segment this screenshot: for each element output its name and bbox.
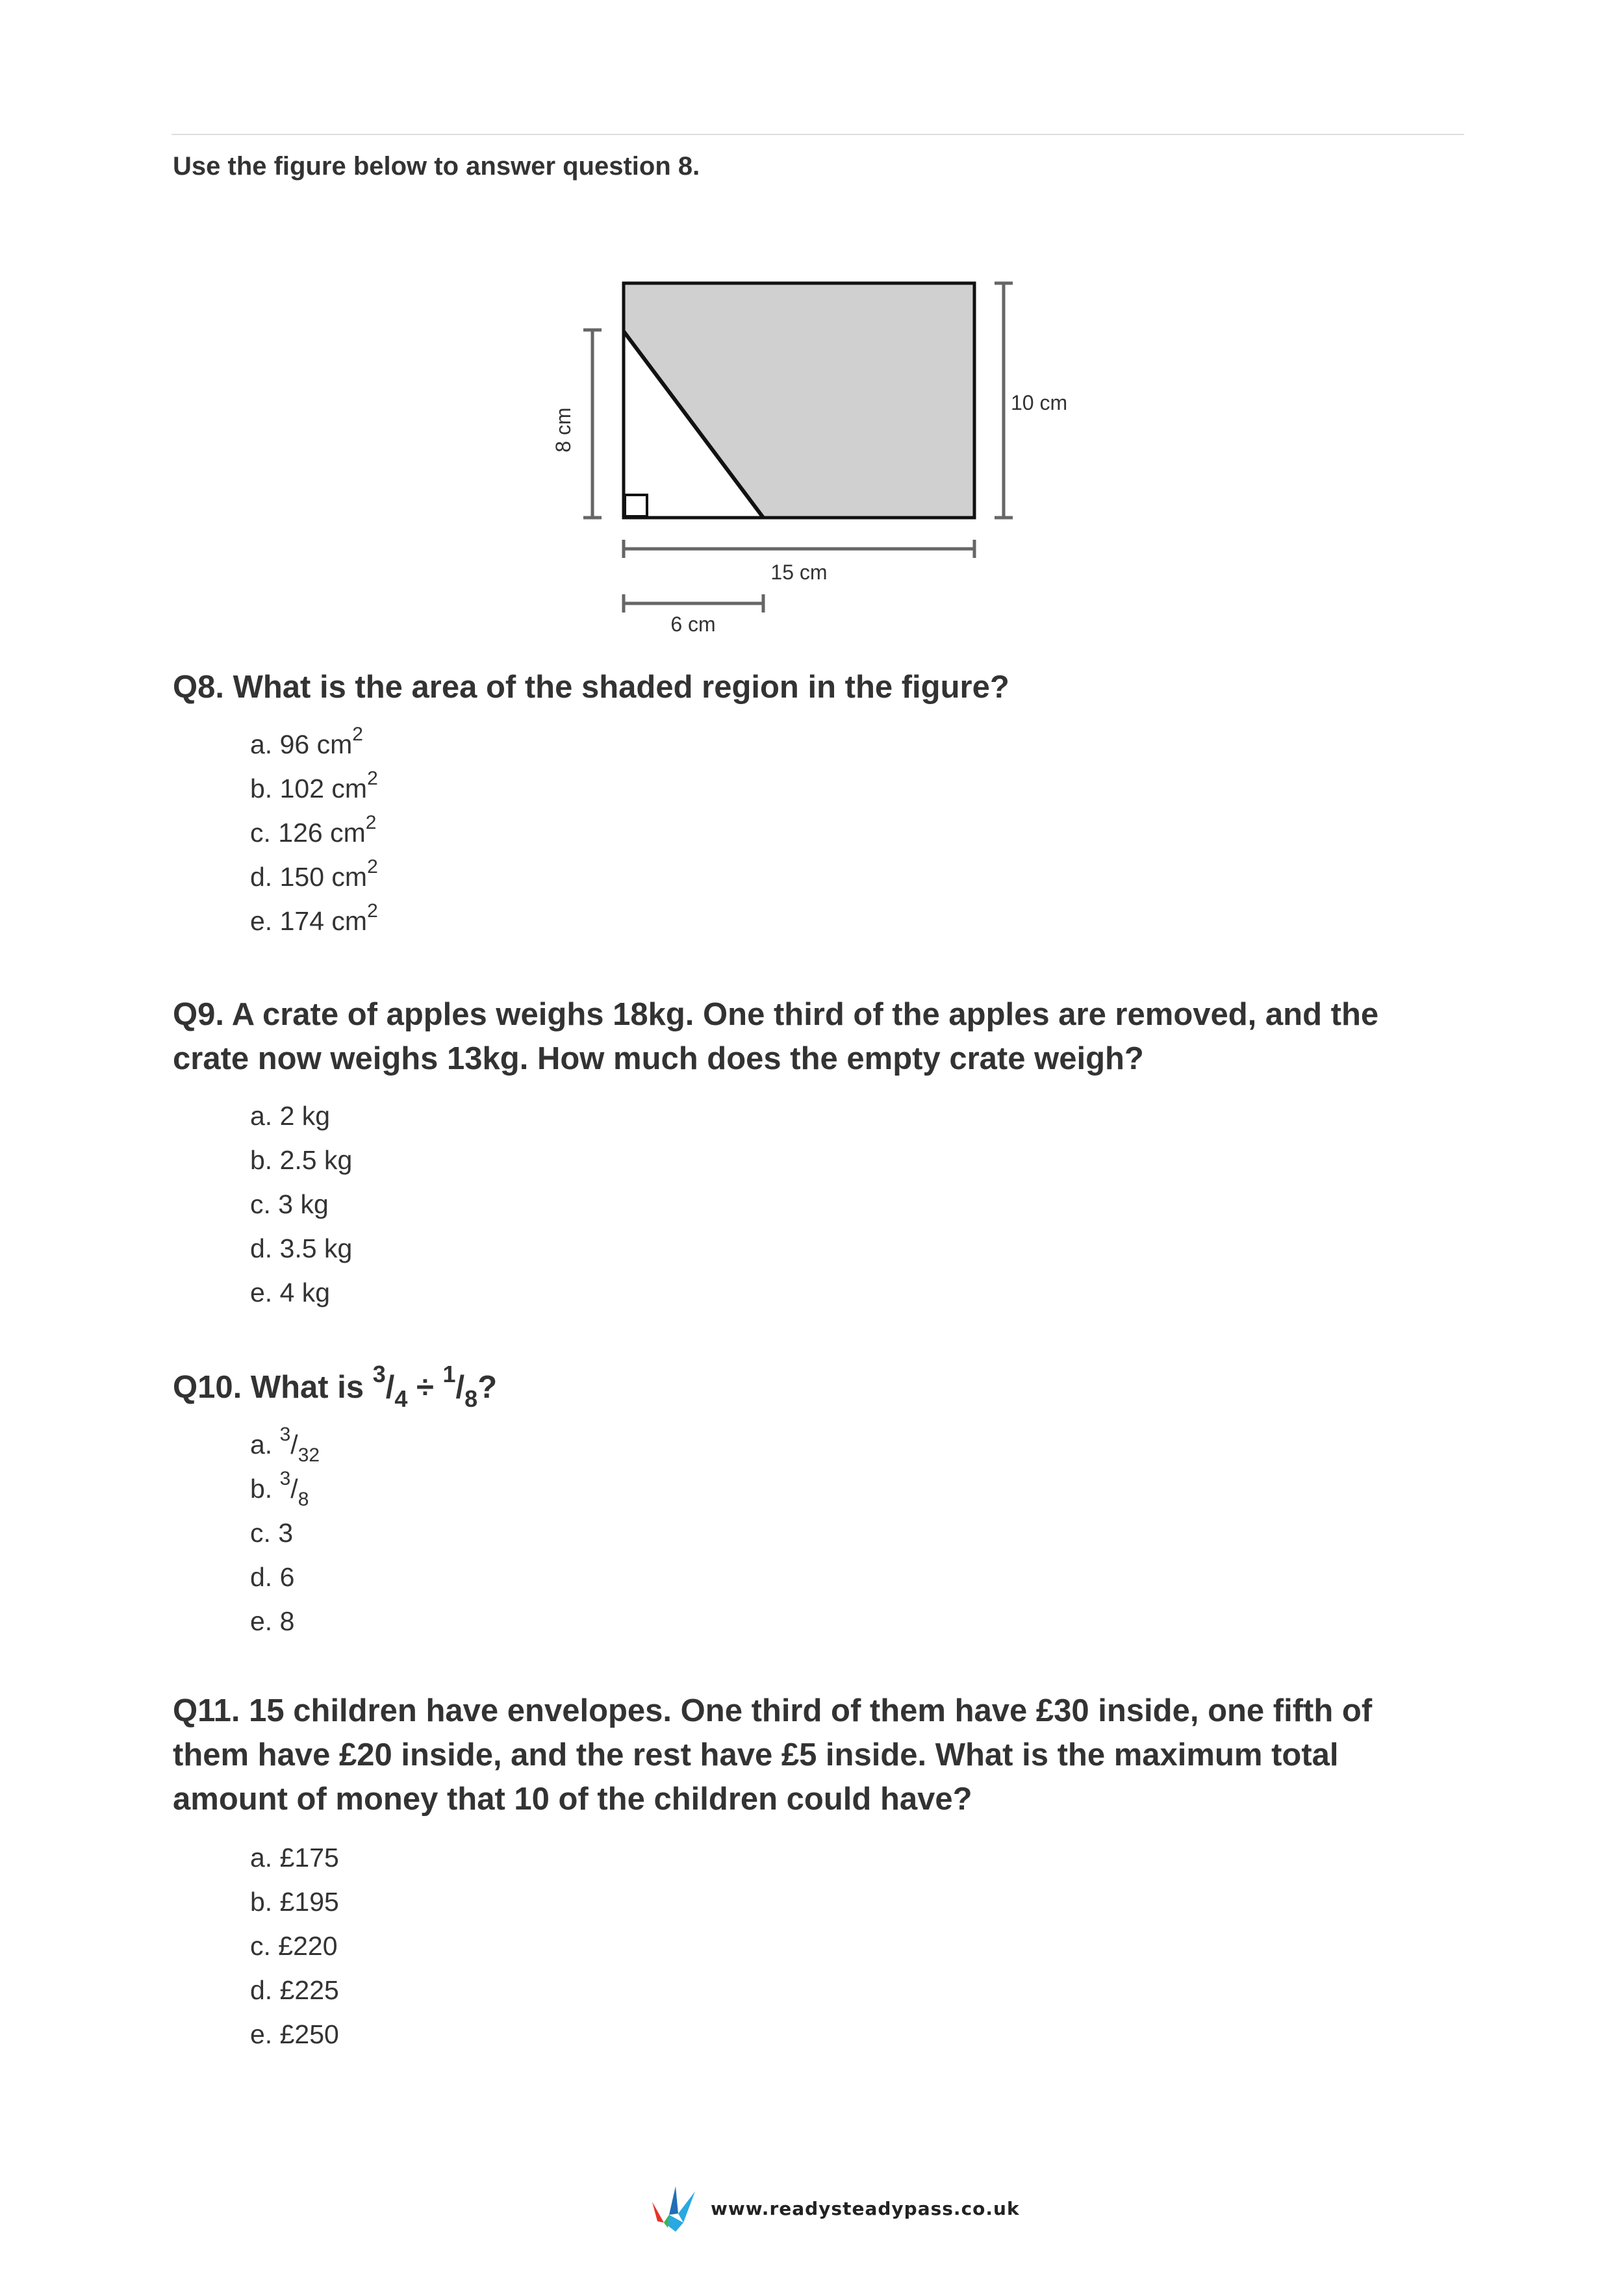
- q8-option-d[interactable]: d. 150 $cm^2$: [250, 856, 378, 892]
- top-divider: [171, 134, 1464, 135]
- label-10cm: 10 cm: [1011, 391, 1068, 414]
- label-15cm: 15 cm: [770, 561, 828, 584]
- q10-option-d[interactable]: d. 6: [250, 1562, 295, 1592]
- q9-option-c[interactable]: c. 3 kg: [250, 1189, 329, 1219]
- q9-option-b[interactable]: b. 2.5 kg: [250, 1145, 353, 1175]
- q9-title-line-1: Q9. A crate of apples weighs 18kg. One third of the apples are removed, and the: [173, 997, 1379, 1032]
- q11-title-line-3: amount of money that 10 of the children could have?: [173, 1782, 972, 1817]
- q10-option-c[interactable]: c. 3: [250, 1518, 294, 1548]
- q8-option-a[interactable]: a. 96 $cm^2$: [250, 724, 363, 759]
- q9-title: [173, 992, 1465, 1081]
- q8-option-e[interactable]: e. 174 $cm^2$: [250, 900, 378, 936]
- footer: [650, 2182, 1020, 2234]
- q11-option-a[interactable]: a. £175: [250, 1843, 339, 1873]
- q9-option-a[interactable]: a. 2 kg: [250, 1101, 331, 1131]
- crane-logo-icon: [650, 2182, 696, 2234]
- q9-options: [250, 1094, 352, 1315]
- q10-option-a[interactable]: a. $^3/_{32}$: [250, 1424, 320, 1466]
- label-6cm: 6 cm: [670, 612, 716, 636]
- q11-title: [173, 1689, 1465, 1821]
- q10-options: [250, 1422, 320, 1643]
- q10-title: Q10. What is $^3/_4 \div ^1/_8$?: [173, 1361, 498, 1412]
- label-8cm: 8 cm: [552, 407, 575, 453]
- figure-instruction: Use the figure below to answer question 8.: [173, 152, 700, 181]
- right-dimension: [995, 283, 1013, 518]
- q11-title-line-1: Q11. 15 children have envelopes. One third of them have £30 inside, one fifth of: [173, 1693, 1373, 1728]
- geometry-figure: [546, 266, 1091, 643]
- q11-options: [250, 1836, 339, 2056]
- q11-option-d[interactable]: d. £225: [250, 1975, 339, 2005]
- q11-title-line-2: them have £20 inside, and the rest have £5 inside. What is the maximum total: [173, 1737, 1339, 1772]
- q11-option-b[interactable]: b. £195: [250, 1887, 339, 1917]
- q8-option-c[interactable]: c. 126 $cm^2$: [250, 812, 377, 848]
- q9-option-e[interactable]: e. 4 kg: [250, 1278, 331, 1307]
- q10-option-e[interactable]: e. 8: [250, 1606, 295, 1636]
- base-dimension: [624, 594, 763, 612]
- q8-option-b[interactable]: b. 102 $cm^2$: [250, 768, 378, 803]
- bottom-dimension: [624, 540, 974, 558]
- q10-option-b[interactable]: b. $^3/_8$: [250, 1468, 309, 1510]
- q11-option-c[interactable]: c. £220: [250, 1931, 338, 1961]
- q9-title-line-2: crate now weighs 13kg. How much does the empty crate weigh?: [173, 1041, 1144, 1076]
- q9-option-d[interactable]: d. 3.5 kg: [250, 1233, 353, 1263]
- q11-option-e[interactable]: e. £250: [250, 2019, 339, 2049]
- q8-title: Q8. What is the area of the shaded region in the figure?: [173, 670, 1009, 705]
- left-dimension: [583, 330, 602, 518]
- website-link[interactable]: www.readysteadypass.co.uk: [711, 2197, 1020, 2219]
- q8-options: [250, 722, 378, 943]
